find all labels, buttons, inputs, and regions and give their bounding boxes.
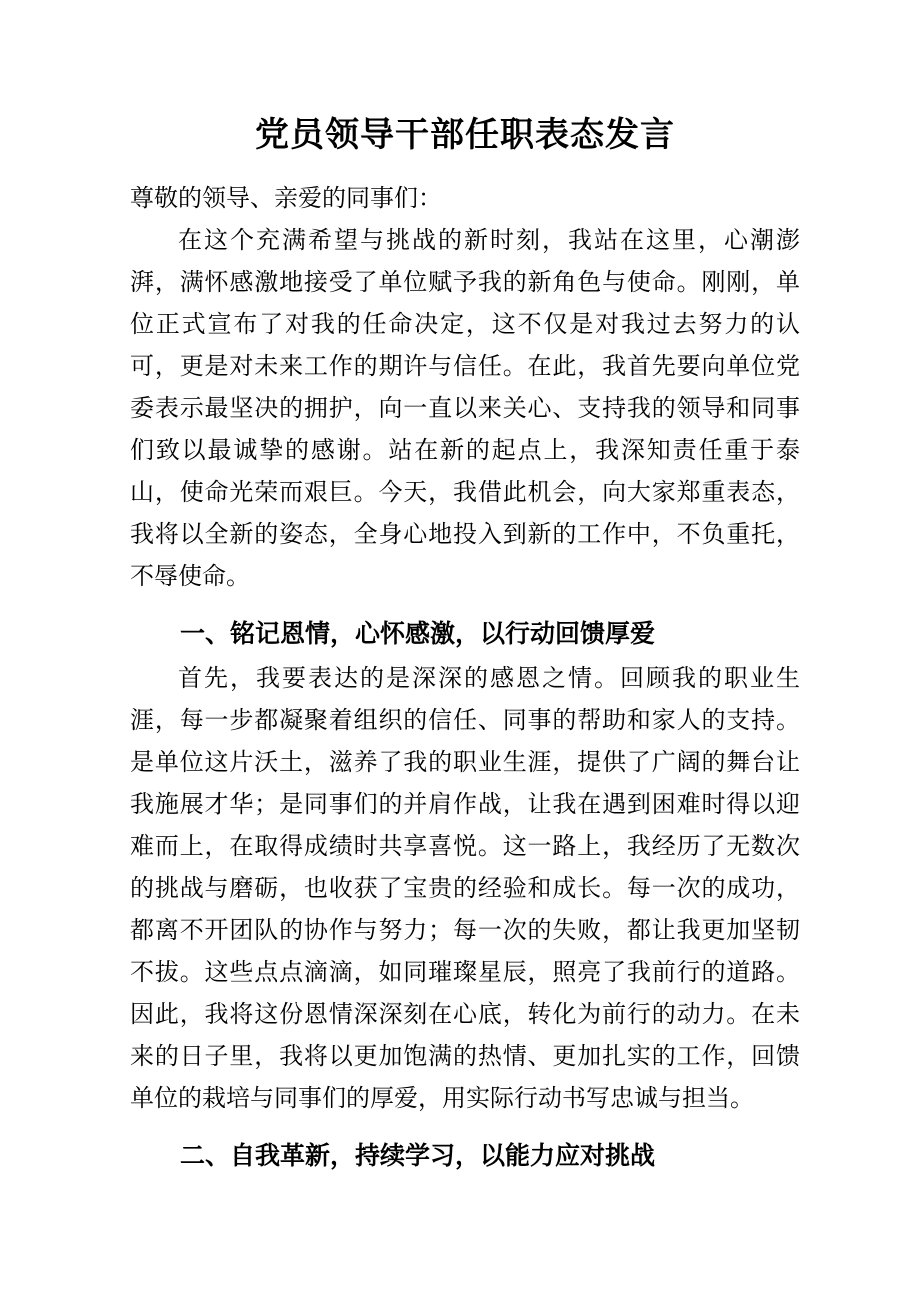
- section-heading: 一、铭记恩情，心怀感激，以行动回馈厚爱: [180, 620, 656, 648]
- document-body: [130, 220, 800, 1177]
- document-title: 党员领导干部任职表态发言: [255, 116, 675, 154]
- paragraph: 首先，我要表达的是深深的感恩之情。回顾我的职业生涯，每一步都凝聚着组织的信任、同事的帮助和家人的支持。是单位这片沃土，滋养了我的职业生涯，提供了广阔的舞台让我施展才华；是同事们的并肩作战，让我在遇到困难时得以迎难而上，在取得成绩时共享喜悦。这一路上，我经历了无数次的挑战与磨砺，也收获了宝贵的经验和成长。每一次的成功，都离不开团队的协作与努力；每一次的失败，都让我更加坚韧不拔。这些点点滴滴，如同璀璨星辰，照亮了我前行的道路。因此，我将这份恩情深深刻在心底，转化为前行的动力。在未来的日子里，我将以更加饱满的热情、更加扎实的工作，回馈单位的栽培与同事们的厚爱，用实际行动书写忠诚与担当。: [130, 666, 800, 1112]
- paragraph: 在这个充满希望与挑战的新时刻，我站在这里，心潮澎湃，满怀感激地接受了单位赋予我的新角色与使命。刚刚，单位正式宣布了对我的任命决定，这不仅是对我过去努力的认可，更是对未来工作的期许与信任。在此，我首先要向单位党委表示最坚决的拥护，向一直以来关心、支持我的领导和同事们致以最诚挚的感谢。站在新的起点上，我深知责任重于泰山，使命光荣而艰巨。今天，我借此机会，向大家郑重表态，我将以全新的姿态，全身心地投入到新的工作中，不负重托，不辱使命。: [130, 228, 800, 590]
- salutation-line: 尊敬的领导、亲爱的同事们：: [130, 186, 442, 212]
- section-heading: 二、自我革新，持续学习，以能力应对挑战: [180, 1142, 656, 1170]
